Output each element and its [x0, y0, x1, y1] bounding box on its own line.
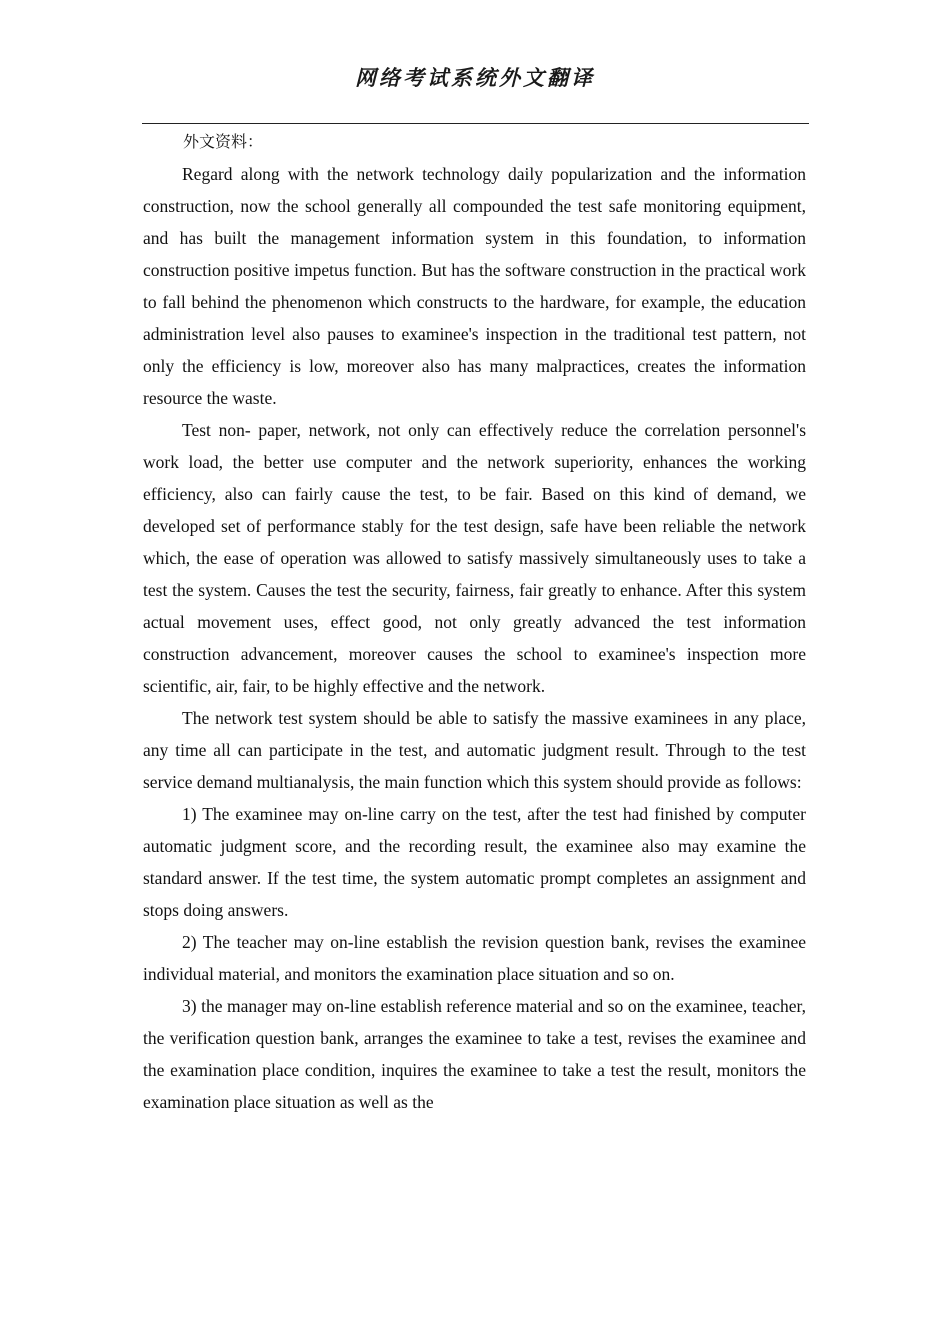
- paragraph-1: Regard along with the network technology daily popularization and the information construction, now the school generally all compounded the test safe monitoring equipment, and has built the management information system in this foundation, to information construction positive impetus function. But has the software construction in the practical work to fall behind the phenomenon which constructs to the hardware, for example, the education administration level also pauses to examinee's inspection in the traditional test pattern, not only the efficiency is low, moreover also has many malpractices, creates the information resource the waste.: [143, 164, 806, 408]
- list-item-2: 2) The teacher may on-line establish the revision question bank, revises the examinee individual material, and monitors the examination place situation and so on.: [143, 932, 806, 984]
- list-item-3: 3) the manager may on-line establish reference material and so on the examinee, teacher, the verification question bank, arranges the examinee to take a test, revises the examinee and the examination place condition, inquires the examinee to take a test the result, monitors the examination place situation as well as the: [143, 996, 806, 1112]
- paragraph-3: The network test system should be able to satisfy the massive examinees in any place, any time all can participate in the test, and automatic judgment result. Through to the test service demand multianalysis, the main function which this system should provide as follows:: [143, 708, 806, 792]
- paragraph-2: Test non- paper, network, not only can effectively reduce the correlation personnel's work load, the better use computer and the network superiority, enhances the working efficiency, also can fairly cause the test, to be fair. Based on this kind of demand, we developed set of performance stably for the test design, safe have been reliable the network which, the ease of operation was allowed to satisfy massively simultaneously uses to take a test the system. Causes the test the security, fairness, fair greatly to enhance. After this system actual movement uses, effect good, not only greatly advanced the test information construction advancement, moreover causes the school to examinee's inspection more scientific, air, fair, to be highly effective and the network.: [143, 420, 806, 696]
- list-item-1: 1) The examinee may on-line carry on the test, after the test had finished by computer automatic judgment score, and the recording result, the examinee also may examine the standard answer. If the test time, the system automatic prompt completes an assignment and stops doing answers.: [143, 804, 806, 920]
- section-label: 外文资料：: [183, 132, 264, 151]
- header-divider: [142, 123, 809, 124]
- document-body: [143, 126, 806, 1118]
- page-header-title: 网络考试系统外文翻译: [355, 65, 595, 90]
